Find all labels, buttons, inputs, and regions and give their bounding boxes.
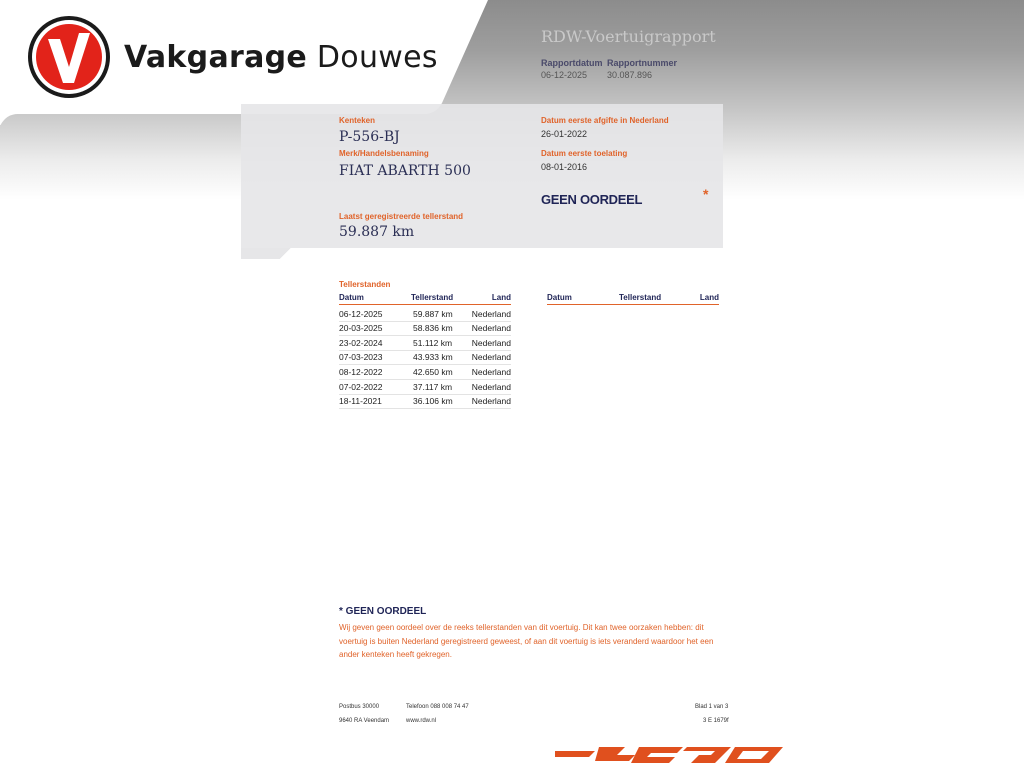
plate-label: Kenteken — [339, 116, 376, 125]
table-row — [339, 350, 511, 365]
col-reading-header: Tellerstand — [411, 293, 454, 302]
footer-page-number: Blad 1 van 3 — [695, 704, 729, 710]
row-date: 07-03-2023 — [339, 352, 383, 362]
table-row — [339, 321, 511, 336]
row-date: 07-02-2022 — [339, 382, 383, 392]
report-date-label: Rapportdatum — [541, 58, 603, 68]
row-reading: 37.117 km — [413, 382, 453, 392]
panel-tail — [241, 248, 301, 259]
report-number-label: Rapportnummer — [607, 58, 678, 68]
row-date: 06-12-2025 — [339, 309, 383, 319]
vehicle-summary-panel — [241, 104, 723, 248]
vakgarage-logo-icon[interactable] — [27, 15, 111, 99]
row-country: Nederland — [471, 367, 511, 377]
row-reading: 51.112 km — [413, 338, 453, 348]
report-number-value: 30.087.896 — [607, 70, 653, 80]
footer-code: 3 E 1679f — [703, 718, 729, 724]
make-label: Merk/Handelsbenaming — [339, 149, 429, 158]
row-country: Nederland — [471, 382, 511, 392]
row-reading: 59.887 km — [413, 309, 453, 319]
table-row — [339, 365, 511, 380]
verdict-asterisk: * — [703, 186, 709, 202]
col-country-header: Land — [699, 293, 719, 302]
report-title: RDW-Voertuigrapport — [541, 27, 716, 46]
first-admit-label: Datum eerste toelating — [541, 149, 628, 158]
plate-value: P-556-BJ — [339, 129, 400, 145]
table-header-right — [547, 293, 719, 305]
row-country: Nederland — [471, 338, 511, 348]
row-date: 08-12-2022 — [339, 367, 383, 377]
table-row — [339, 307, 511, 322]
col-country-header: Land — [491, 293, 511, 302]
verdict-text: GEEN OORDEEL — [541, 192, 643, 207]
row-country: Nederland — [471, 396, 511, 406]
odometer-section-label: Tellerstanden — [339, 280, 391, 289]
row-country: Nederland — [471, 323, 511, 333]
row-date: 23-02-2024 — [339, 338, 383, 348]
odometer-latest-label: Laatst geregistreerde tellerstand — [339, 212, 464, 221]
first-admit-value: 08-01-2016 — [541, 162, 588, 172]
table-row — [339, 380, 511, 395]
table-row — [339, 336, 511, 351]
make-value: FIAT ABARTH 500 — [339, 163, 471, 179]
rdw-logo-icon — [555, 745, 785, 768]
table-row — [339, 394, 511, 409]
col-date-header: Datum — [547, 293, 572, 302]
row-reading: 58.836 km — [413, 323, 453, 333]
row-date: 18-11-2021 — [339, 396, 382, 406]
first-nl-label: Datum eerste afgifte in Nederland — [541, 116, 669, 125]
brand-name: Vakgarage Douwes — [124, 40, 438, 75]
note-body: Wij geven geen oordeel over de reeks tellerstanden van dit voertuig. Dit kan twee oorzaken hebben: dit voertuig is buiten Nederland geregistreerd geweest, of aan dit voertuig is iets veranderd waardoor het een ander kenteken heeft gekregen. — [339, 623, 714, 659]
row-date: 20-03-2025 — [339, 323, 383, 333]
footer-address-line2: 9640 RA Veendam — [339, 718, 390, 724]
report-date-value: 06-12-2025 — [541, 70, 588, 80]
footer-website-link[interactable]: www.rdw.nl — [406, 718, 437, 724]
col-reading-header: Tellerstand — [619, 293, 662, 302]
row-country: Nederland — [471, 309, 511, 319]
row-reading: 43.933 km — [413, 352, 453, 362]
row-reading: 36.106 km — [413, 396, 453, 406]
odometer-latest-value: 59.887 km — [339, 224, 415, 240]
table-header-left — [339, 293, 511, 305]
row-reading: 42.650 km — [413, 367, 453, 377]
first-nl-value: 26-01-2022 — [541, 129, 588, 139]
row-country: Nederland — [471, 352, 511, 362]
col-date-header: Datum — [339, 293, 364, 302]
footer-address-line1: Postbus 30000 — [339, 704, 380, 710]
note-title: * GEEN OORDEEL — [339, 606, 427, 617]
footer-phone: Telefoon 088 008 74 47 — [406, 704, 469, 710]
